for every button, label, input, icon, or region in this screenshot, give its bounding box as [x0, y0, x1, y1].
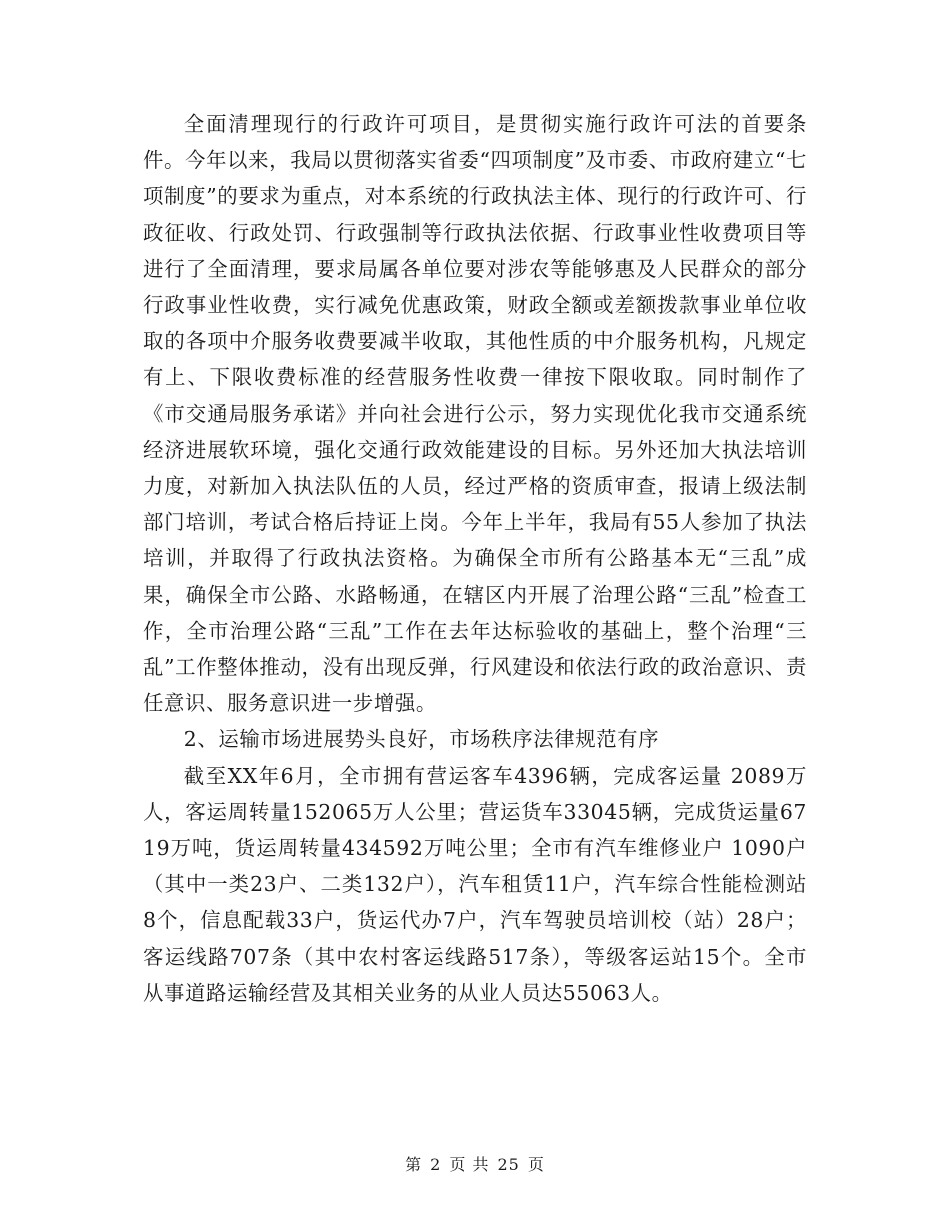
- page-footer: [0, 1152, 950, 1175]
- paragraph-admin-license-cleanup: 全面清理现行的行政许可项目，是贯彻实施行政许可法的首要条件。今年以来，我局以贯彻落实省委“四项制度”及市委、市政府建立“七项制度”的要求为重点，对本系统的行政执法主体、现行的行政许可、行政征收、行政处罚、行政强制等行政执法依据、行政事业性收费项目等进行了全面清理，要求局属各单位要对涉农等能够惠及人民群众的部分行政事业性收费，实行减免优惠政策，财政全额或差额拨款事业单位收取的各项中介服务收费要减半收取，其他性质的中介服务机构，凡规定有上、下限收费标准的经营服务性收费一律按下限收取。同时制作了《市交通局服务承诺》并向社会进行公示，努力实现优化我市交通系统经济进展软环境，强化交通行政效能建设的目标。另外还加大执法培训力度，对新加入执法队伍的人员，经过严格的资质审查，报请上级法制部门培训，考试合格后持证上岗。今年上半年，我局有55人参加了执法培训，并取得了行政执法资格。为确保全市所有公路基本无“三乱”成果，确保全市公路、水路畅通，在辖区内开展了治理公路“三乱”检查工作，全市治理公路“三乱”工作在去年达标验收的基础上，整个治理“三乱”工作整体推动，没有出现反弹，行风建设和依法行政的政治意识、责任意识、服务意识进一步增强。: [143, 112, 807, 716]
- section-heading-transport-market: 2、运输市场进展势头良好，市场秩序法律规范有序: [183, 727, 660, 752]
- paragraph-transport-statistics: 截至XX年6月，全市拥有营运客车4396辆，完成客运量 2089万人，客运周转量152065万人公里；营运货车33045辆，完成货运量6719万吨，货运周转量434592万吨公里；全市有汽车维修业户 1090户（其中一类23户、二类132户），汽车租赁11户，汽车综合性能检测站8个，信息配载33户，货运代办7户，汽车驾驶员培训校（站）28户；客运线路707条（其中农村客运线路517条），等级客运站15个。全市从事道路运输经营及其相关业务的从业人员达55063人。: [143, 763, 807, 1005]
- document-body: [143, 106, 807, 1011]
- footer-prefix: 第: [405, 1155, 423, 1174]
- footer-current-page: 2: [430, 1155, 442, 1174]
- footer-middle: 页 共: [449, 1155, 490, 1174]
- footer-total-pages: 25: [497, 1155, 520, 1174]
- footer-suffix: 页: [527, 1155, 545, 1174]
